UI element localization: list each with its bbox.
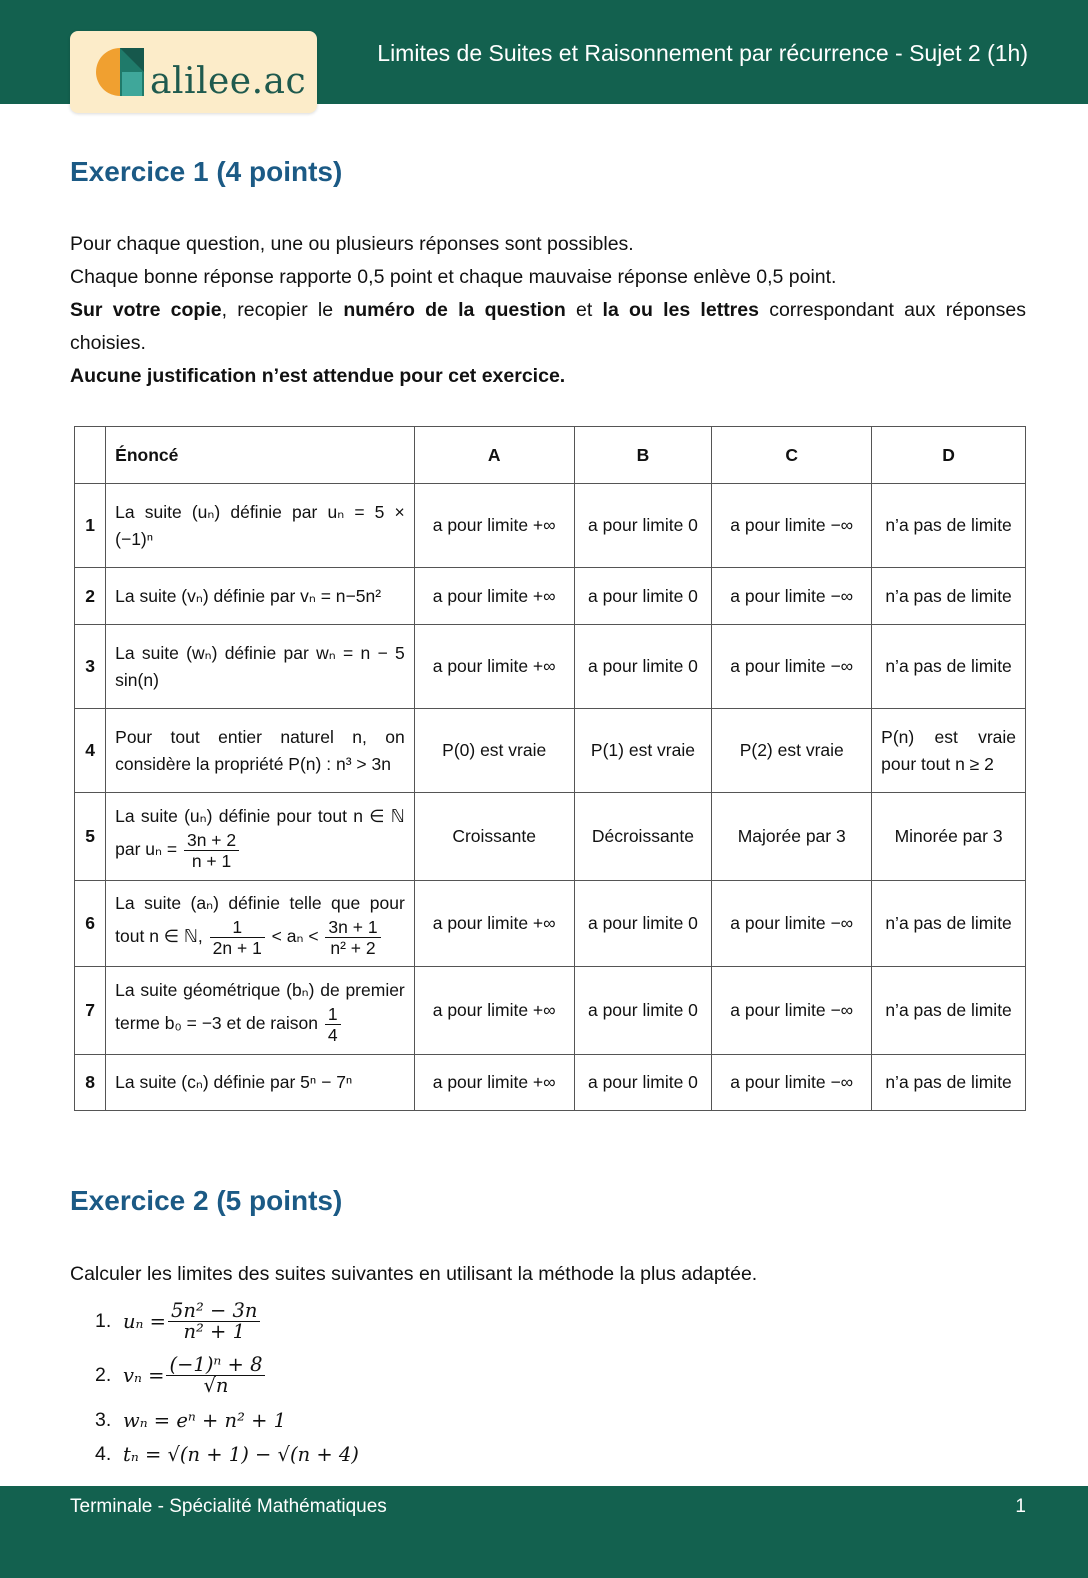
answer-c: a pour limite −∞ [712,881,872,967]
answer-a: P(0) est vraie [414,709,574,793]
exercise-2-intro: Calculer les limites des suites suivantes en utilisant la méthode la plus adaptée. [70,1263,758,1285]
header-c: C [712,427,872,484]
answer-b: a pour limite 0 [574,625,712,709]
answer-b: a pour limite 0 [574,484,712,568]
fraction: $\frac{1}{4}$ [325,1004,341,1045]
answer-d: Minorée par 3 [872,793,1026,881]
page-header [0,0,1088,104]
answer-a: a pour limite +∞ [414,881,574,967]
instruction-line-1: Pour chaque question, une ou plusieurs réponses sont possibles. [70,233,634,255]
logo-text: alilee.ac [150,61,307,102]
answer-a: a pour limite +∞ [414,967,574,1055]
table-row [75,625,1026,709]
document-title: Limites de Suites et Raisonnement par récurrence - Sujet 2 (1h) [377,40,1028,66]
instruction-line-2: Chaque bonne réponse rapporte 0,5 point et chaque mauvaise réponse enlève 0,5 point. [70,266,837,288]
table-row [75,1055,1026,1111]
header-b: B [574,427,712,484]
table-row [75,709,1026,793]
answer-b: P(1) est vraie [574,709,712,793]
answer-c: Majorée par 3 [712,793,872,881]
answer-d: n’a pas de limite [872,568,1026,625]
header-d: D [872,427,1026,484]
list-item: 1. uₙ = $\frac{\text{5n² − 3n}}{\text{n² + 1}}$ [95,1295,359,1347]
row-number: 6 [75,881,106,967]
list-item: 3. wₙ = eⁿ + n² + 1 [95,1408,287,1432]
answer-c: a pour limite −∞ [712,1055,872,1111]
answer-a: Croissante [414,793,574,881]
answer-b: a pour limite 0 [574,568,712,625]
answer-d: n’a pas de limite [872,484,1026,568]
row-statement: La suite (cₙ) définie par 5ⁿ − 7ⁿ [106,1055,415,1111]
fraction: $\frac{3n + 1}{\text{n² + 2}}$ [325,917,380,958]
row-statement: Pour tout entier naturel n, on considère la propriété P(n) : n³ > 3n [106,709,415,793]
answer-b: Décroissante [574,793,712,881]
answer-a: a pour limite +∞ [414,625,574,709]
row-number: 2 [75,568,106,625]
answer-d: n’a pas de limite [872,1055,1026,1111]
row-number: 1 [75,484,106,568]
row-statement: La suite géométrique (bₙ) de premier terme b₀ = −3 et de raison $\frac{1}{4}$ [106,967,415,1055]
row-statement: La suite (uₙ) définie pour tout n ∈ ℕ par uₙ = $\frac{3n + 2}{n + 1}$ [106,793,415,881]
row-number: 3 [75,625,106,709]
answer-c: a pour limite −∞ [712,967,872,1055]
table-row [75,568,1026,625]
answer-a: a pour limite +∞ [414,484,574,568]
table-header-row [75,427,1026,484]
answer-a: a pour limite +∞ [414,568,574,625]
instruction-line-4: Aucune justification n’est attendue pour cet exercice. [70,365,566,387]
answer-c: a pour limite −∞ [712,568,872,625]
galilee-logo-icon [92,44,148,100]
exercise-2-list [95,1295,359,1471]
answer-c: a pour limite −∞ [712,625,872,709]
list-item: 4. tₙ = √(n + 1) − √(n + 4) [95,1442,359,1466]
answer-d: P(n) est vraie pour tout n ≥ 2 [872,709,1026,793]
row-number: 7 [75,967,106,1055]
exercise-1-title: Exercice 1 (4 points) [70,156,343,187]
table-row [75,967,1026,1055]
table-row [75,793,1026,881]
row-statement: La suite (aₙ) définie telle que pour tout n ∈ ℕ, $\frac{1}{2n + 1}$ < aₙ < $\frac{3n + 1}{\text{n² + 2}}$ [106,881,415,967]
footer-course: Terminale - Spécialité Mathématiques [70,1496,387,1517]
fraction: $\frac{1}{2n + 1}$ [210,917,265,958]
table-row [75,881,1026,967]
exercise-1-instructions [70,228,1026,393]
answer-d: n’a pas de limite [872,881,1026,967]
instruction-line-3: Sur votre copie, recopier le numéro de la question et la ou les lettres correspondant aux réponses choisies. [70,299,1026,354]
header-num [75,427,106,484]
row-statement: La suite (vₙ) définie par vₙ = n−5n² [106,568,415,625]
page-number: 1 [1015,1496,1026,1517]
row-number: 5 [75,793,106,881]
galilee-logo[interactable] [70,31,317,113]
answer-c: a pour limite −∞ [712,484,872,568]
answer-b: a pour limite 0 [574,1055,712,1111]
list-item: 2. vₙ = $\frac{\text{(−1)ⁿ + 8}}{√n}$ [95,1347,359,1403]
table-row [75,484,1026,568]
qcm-table [74,426,1026,1111]
answer-d: n’a pas de limite [872,625,1026,709]
row-statement: La suite (wₙ) définie par wₙ = n − 5 sin(n) [106,625,415,709]
fraction: $\frac{\text{5n² − 3n}}{\text{n² + 1}}$ [168,1301,260,1342]
answer-a: a pour limite +∞ [414,1055,574,1111]
answer-d: n’a pas de limite [872,967,1026,1055]
answer-b: a pour limite 0 [574,967,712,1055]
page-footer [0,1486,1088,1578]
row-statement: La suite (uₙ) définie par uₙ = 5 × (−1)ⁿ [106,484,415,568]
fraction: $\frac{3n + 2}{n + 1}$ [184,830,239,871]
row-number: 8 [75,1055,106,1111]
row-number: 4 [75,709,106,793]
answer-b: a pour limite 0 [574,881,712,967]
exercise-2-title: Exercice 2 (5 points) [70,1185,343,1216]
answer-c: P(2) est vraie [712,709,872,793]
fraction: $\frac{\text{(−1)ⁿ + 8}}{√n}$ [166,1355,265,1396]
header-enonce: Énoncé [106,427,415,484]
header-a: A [414,427,574,484]
